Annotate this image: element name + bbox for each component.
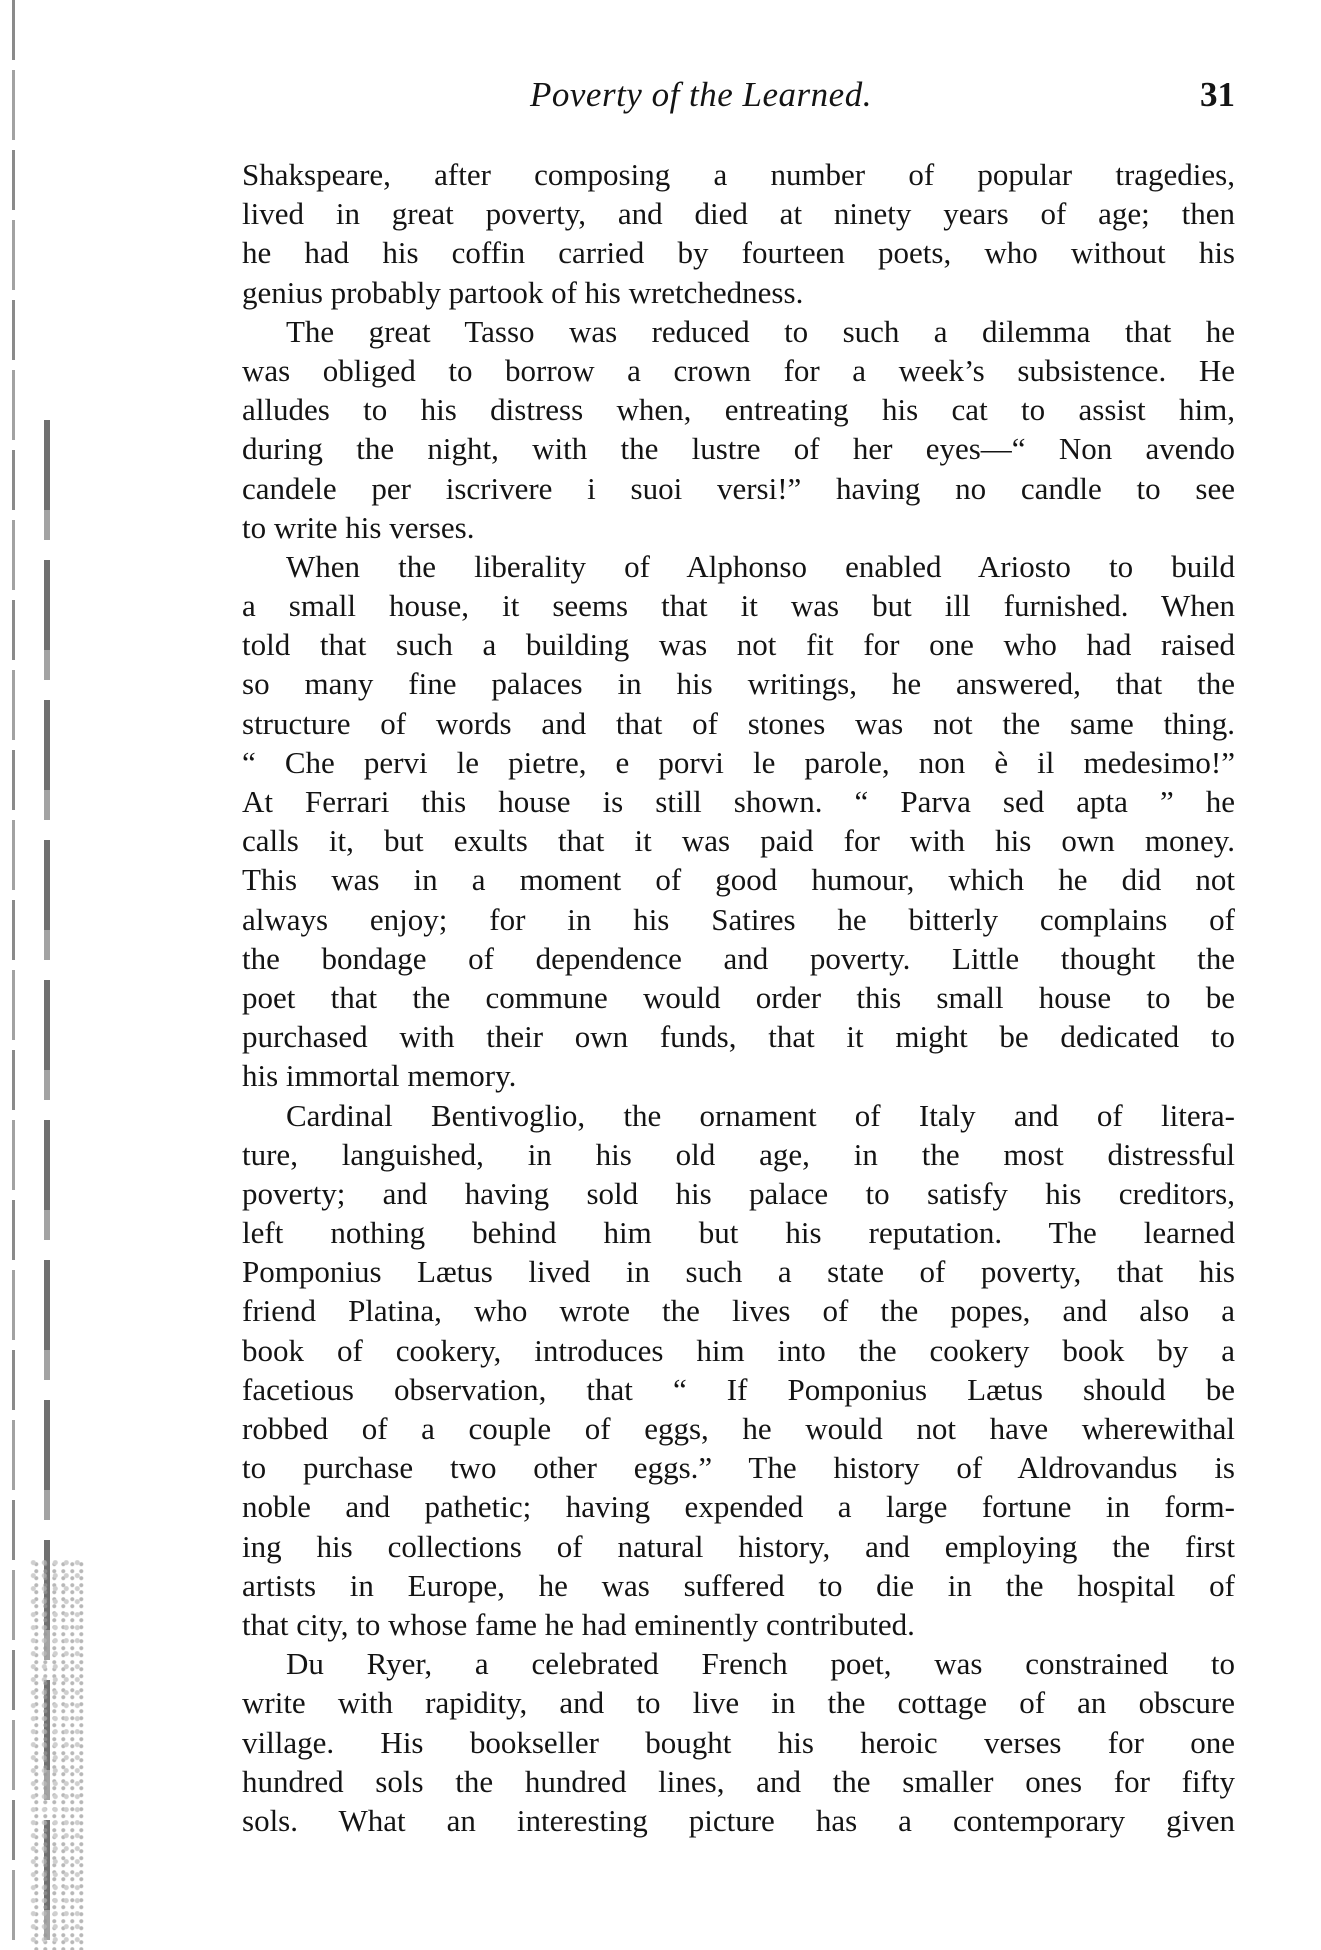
text-line: noble and pathetic; having expended a large fortune in form- bbox=[242, 1489, 1235, 1525]
gutter-speckle bbox=[30, 1560, 85, 1950]
text-line: ture, languished, in his old age, in the most distressful bbox=[242, 1136, 1235, 1172]
text-line: village. His bookseller bought his heroic verses for one bbox=[242, 1724, 1235, 1760]
text-line: ing his collections of natural history, and employing the first bbox=[242, 1528, 1235, 1564]
text-line: during the night, with the lustre of her eyes—“ Non avendo bbox=[242, 431, 1235, 467]
text-line: This was in a moment of good humour, which he did not bbox=[242, 862, 1235, 898]
text-line: purchased with their own funds, that it might be dedicated to bbox=[242, 1019, 1235, 1055]
text-line: sols. What an interesting picture has a contemporary given bbox=[242, 1802, 1235, 1838]
text-line: book of cookery, introduces him into the cookery book by a bbox=[242, 1332, 1235, 1368]
text-line: Cardinal Bentivoglio, the ornament of Italy and of litera- bbox=[286, 1097, 1235, 1133]
text-line: Du Ryer, a celebrated French poet, was constrained to bbox=[286, 1646, 1235, 1682]
text-line: Shakspeare, after composing a number of popular tragedies, bbox=[242, 157, 1235, 192]
text-line: genius probably partook of his wretchedness. bbox=[242, 274, 804, 310]
paragraph bbox=[242, 547, 1235, 1096]
page-number: 31 bbox=[1200, 75, 1235, 114]
text-line: poverty; and having sold his palace to satisfy his creditors, bbox=[242, 1175, 1235, 1211]
text-line: The great Tasso was reduced to such a dilemma that he bbox=[286, 313, 1235, 349]
text-line: At Ferrari this house is still shown. “ Parva sed apta ” he bbox=[242, 784, 1235, 819]
text-line: friend Platina, who wrote the lives of the popes, and also a bbox=[242, 1293, 1235, 1329]
paragraph bbox=[242, 1096, 1235, 1645]
text-line: to purchase two other eggs.” The history of Aldrovandus is bbox=[242, 1450, 1235, 1486]
text-line: robbed of a couple of eggs, he would not have wherewithal bbox=[242, 1411, 1235, 1446]
text-line: was obliged to borrow a crown for a week’s subsistence. He bbox=[242, 352, 1235, 388]
text-line: alludes to his distress when, entreating his cat to assist him, bbox=[242, 392, 1235, 428]
text-line: candele per iscrivere i suoi versi!” having no candle to see bbox=[242, 470, 1235, 506]
text-line: poet that the commune would order this small house to be bbox=[242, 979, 1235, 1015]
text-line: When the liberality of Alphonso enabled Ariosto to build bbox=[286, 548, 1235, 584]
text-line: that city, to whose fame he had eminently contributed. bbox=[242, 1606, 915, 1642]
text-line: so many fine palaces in his writings, he answered, that the bbox=[242, 666, 1235, 702]
text-line: always enjoy; for in his Satires he bitterly complains of bbox=[242, 901, 1235, 937]
body-text bbox=[242, 155, 1235, 1840]
text-line: his immortal memory. bbox=[242, 1058, 517, 1094]
text-line: structure of words and that of stones was not the same thing. bbox=[242, 705, 1235, 741]
text-line: lived in great poverty, and died at ninety years of age; then bbox=[242, 196, 1235, 232]
text-line: hundred sols the hundred lines, and the smaller ones for fifty bbox=[242, 1763, 1235, 1799]
text-line: write with rapidity, and to live in the cottage of an obscure bbox=[242, 1685, 1235, 1721]
text-line: left nothing behind him but his reputation. The learned bbox=[242, 1215, 1235, 1251]
running-head bbox=[240, 70, 1235, 120]
text-line: calls it, but exults that it was paid for with his own money. bbox=[242, 823, 1235, 859]
text-line: “ Che pervi le pietre, e porvi le parole, non è il medesimo!” bbox=[242, 744, 1235, 780]
paragraph bbox=[242, 312, 1235, 547]
gutter-edge-line bbox=[12, 0, 15, 1950]
text-line: to write his verses. bbox=[242, 509, 475, 545]
text-line: Pomponius Lætus lived in such a state of poverty, that his bbox=[242, 1254, 1235, 1290]
text-line: the bondage of dependence and poverty. Little thought the bbox=[242, 940, 1235, 976]
text-line: he had his coffin carried by fourteen poets, who without his bbox=[242, 235, 1235, 271]
running-title: Poverty of the Learned. bbox=[530, 75, 872, 114]
text-line: artists in Europe, he was suffered to die in the hospital of bbox=[242, 1567, 1235, 1603]
text-line: facetious observation, that “ If Pomponius Lætus should be bbox=[242, 1371, 1235, 1407]
text-line: told that such a building was not fit for one who had raised bbox=[242, 627, 1235, 663]
paragraph bbox=[242, 1644, 1235, 1840]
binding-gutter-shadow bbox=[0, 0, 95, 1950]
paragraph bbox=[242, 155, 1235, 312]
text-line: a small house, it seems that it was but ill furnished. When bbox=[242, 588, 1235, 624]
